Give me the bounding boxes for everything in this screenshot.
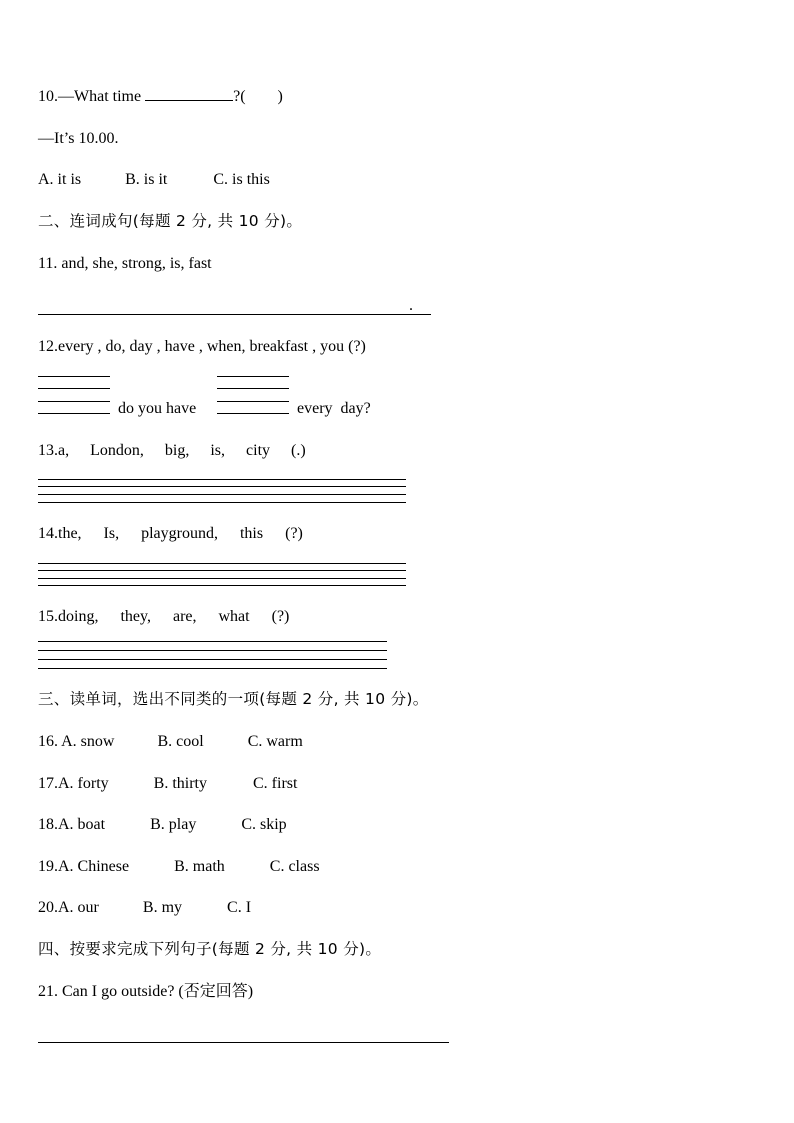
q15-word: they,: [120, 608, 151, 625]
q15-word: doing,: [58, 608, 99, 625]
q12-blank2-line3[interactable]: [217, 401, 289, 402]
q18-number: 18.: [38, 816, 58, 833]
q17-line: [38, 774, 297, 794]
q12-blank1-line1[interactable]: [38, 376, 110, 377]
q13-word: a,: [58, 442, 70, 459]
q10-option-b[interactable]: B. is it: [125, 171, 168, 188]
q10-number: 10.: [38, 88, 58, 105]
q14-word: Is,: [103, 525, 120, 542]
q12-prompt: 12.every , do, day , have , when, breakfast , you (?): [38, 338, 366, 355]
q12-middle-text: do you have: [118, 400, 197, 417]
q14-word: the,: [58, 525, 82, 542]
q17-option-a[interactable]: A. forty: [58, 775, 109, 792]
section2-heading: 二、连词成句(每题 2 分, 共 10 分)。: [38, 212, 303, 230]
q13-prompt: [38, 441, 306, 461]
q20-option-b[interactable]: B. my: [142, 899, 183, 916]
q12-blank2-line1[interactable]: [217, 376, 289, 377]
q12-blank1-line4[interactable]: [38, 413, 110, 414]
q16-line: [38, 732, 303, 752]
q21-answer-line[interactable]: [38, 1042, 449, 1043]
q13-answer-line2[interactable]: [38, 486, 406, 487]
q17-option-b[interactable]: B. thirty: [153, 775, 207, 792]
q15-answer-line1[interactable]: [38, 641, 387, 642]
q10-paren: ?( ): [233, 88, 283, 105]
q15-prompt: [38, 607, 289, 627]
q10-options: [38, 170, 270, 190]
q15-word: (?): [271, 608, 290, 625]
q12-blank2-line2[interactable]: [217, 388, 289, 389]
q12-blank2-line4[interactable]: [217, 413, 289, 414]
q16-option-b[interactable]: B. cool: [157, 733, 204, 750]
section4-heading: 四、按要求完成下列句子(每题 2 分, 共 10 分)。: [38, 940, 382, 958]
q13-number: 13.: [38, 442, 58, 459]
q18-option-b[interactable]: B. play: [150, 816, 197, 833]
q20-line: [38, 898, 251, 918]
q12-end-text: every day?: [297, 400, 371, 417]
q18-line: [38, 815, 287, 835]
q19-number: 19.: [38, 858, 58, 875]
q14-answer-line4[interactable]: [38, 585, 406, 586]
q13-answer-line3[interactable]: [38, 494, 406, 495]
q10-prompt: —What time: [58, 88, 146, 105]
q13-word: London,: [90, 442, 144, 459]
section3-heading: 三、读单词，选出不同类的一项(每题 2 分, 共 10 分)。: [38, 690, 429, 708]
q15-answer-line2[interactable]: [38, 650, 387, 651]
q13-word: (.): [291, 442, 306, 459]
q20-number: 20.: [38, 899, 58, 916]
q14-word: (?): [285, 525, 303, 542]
q16-number: 16.: [38, 733, 58, 750]
q12-blank1-line2[interactable]: [38, 388, 110, 389]
q16-option-c[interactable]: C. warm: [247, 733, 303, 750]
q14-answer-line1[interactable]: [38, 563, 406, 564]
q19-line: [38, 857, 320, 877]
q20-option-a[interactable]: A. our: [58, 899, 99, 916]
q10-option-c[interactable]: C. is this: [213, 171, 270, 188]
q14-answer-line2[interactable]: [38, 570, 406, 571]
q12-blank1-line3[interactable]: [38, 401, 110, 402]
q14-answer-line3[interactable]: [38, 578, 406, 579]
q18-option-a[interactable]: A. boat: [58, 816, 106, 833]
q15-answer-line4[interactable]: [38, 668, 387, 669]
q16-option-a[interactable]: A. snow: [61, 733, 115, 750]
q13-answer-line1[interactable]: [38, 479, 406, 480]
q13-word: city: [246, 442, 271, 459]
q17-option-c[interactable]: C. first: [253, 775, 298, 792]
q10-line: [38, 87, 283, 107]
q20-option-c[interactable]: C. I: [227, 899, 252, 916]
q10-answer: —It’s 10.00.: [38, 130, 119, 147]
q14-number: 14.: [38, 525, 58, 542]
q14-word: this: [239, 525, 264, 542]
q11-prompt: 11. and, she, strong, is, fast: [38, 255, 212, 272]
q13-word: big,: [164, 442, 190, 459]
q19-option-c[interactable]: C. class: [269, 858, 320, 875]
q13-word: is,: [210, 442, 226, 459]
q11-answer-line[interactable]: [38, 314, 431, 315]
q18-option-c[interactable]: C. skip: [241, 816, 287, 833]
q15-word: are,: [172, 608, 197, 625]
q19-option-a[interactable]: A. Chinese: [58, 858, 130, 875]
q15-number: 15.: [38, 608, 58, 625]
q15-answer-line3[interactable]: [38, 659, 387, 660]
q13-answer-line4[interactable]: [38, 502, 406, 503]
q19-option-b[interactable]: B. math: [174, 858, 225, 875]
q14-prompt: [38, 524, 303, 544]
q21-prompt: 21. Can I go outside? (否定回答): [38, 983, 254, 1000]
q14-word: playground,: [141, 525, 218, 542]
q17-number: 17.: [38, 775, 58, 792]
q11-end-mark: .: [409, 297, 413, 314]
q10-blank[interactable]: [145, 100, 233, 101]
q15-word: what: [218, 608, 250, 625]
q10-option-a[interactable]: A. it is: [38, 171, 82, 188]
